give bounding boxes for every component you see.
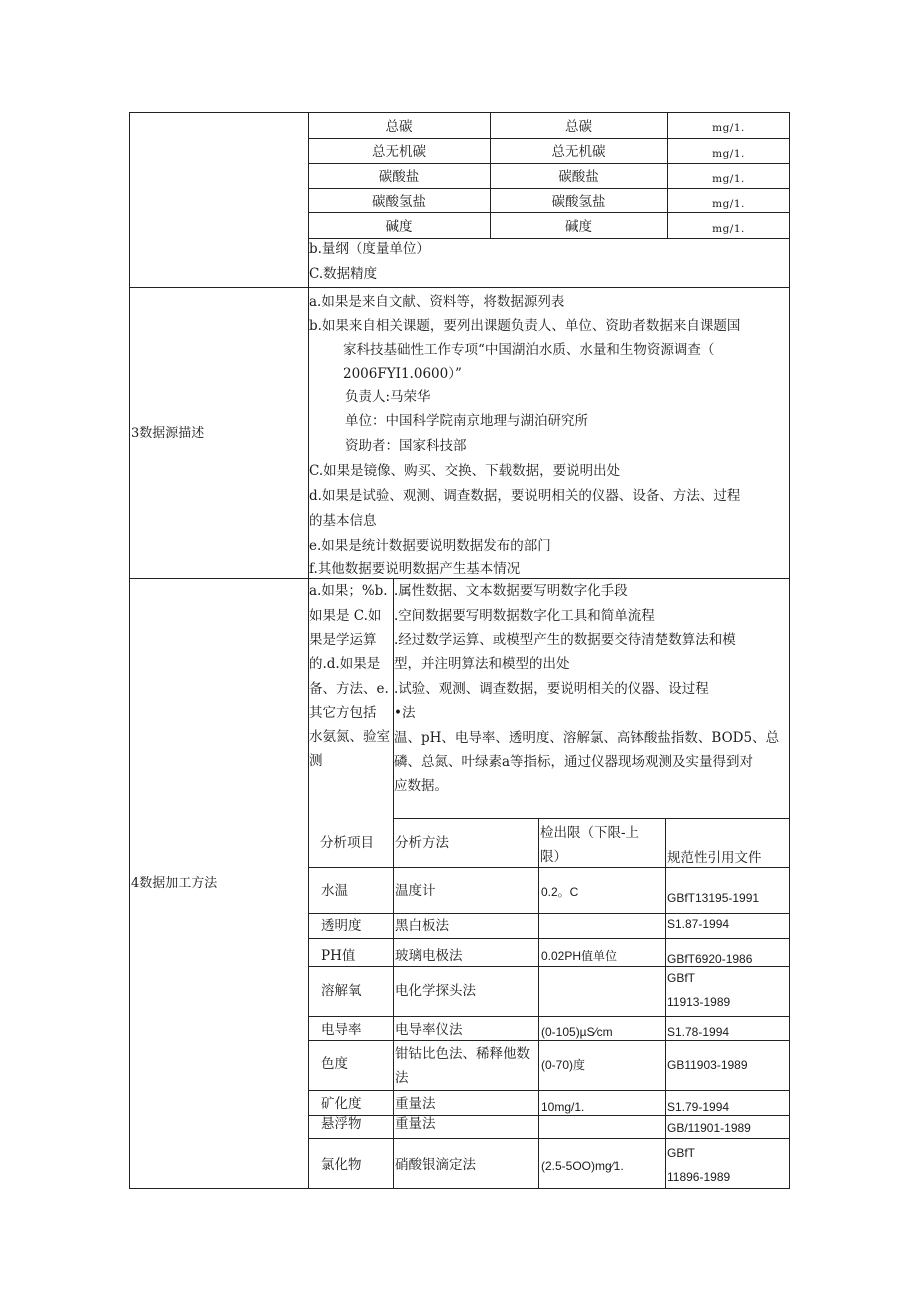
analysis-standard: S1.78-1994 [667, 1025, 730, 1039]
carbon-item: 总无机碳 [372, 144, 426, 160]
section-separator [129, 287, 790, 288]
analysis-row-line [308, 913, 790, 914]
analysis-col-line [665, 818, 666, 1189]
analysis-method: 电导率仪法 [395, 1022, 463, 1038]
section4-right-line: 磷、总氮、叶绿素a等指标，通过仪器现场观测及实量得到对 [394, 754, 754, 770]
analysis-item: 矿化度 [321, 1096, 362, 1112]
section4-left-line: 测 [309, 753, 323, 769]
analysis-method: 黑白板法 [395, 918, 449, 934]
analysis-standard: GB/11901-1989 [667, 1121, 751, 1135]
section3-line: 单位：中国科学院南京地理与湖泊研究所 [345, 413, 588, 429]
analysis-row-line [308, 1016, 790, 1017]
section4-left-line: 备、方法、e. [309, 681, 389, 697]
analysis-row-line [308, 1115, 790, 1116]
analysis-standard: GB11903-1989 [667, 1058, 748, 1072]
section3-line: 2006FYI1.0600）” [343, 366, 462, 382]
section4-right-line: 温、pH、电导率、透明度、溶解氯、高钵酸盐指数、BOD5、总 [394, 730, 780, 746]
section3-line: e.如果是统计数据要说明数据发布的部门 [309, 538, 551, 554]
carbon-item: 碳酸盐 [378, 169, 420, 185]
section3-line: 资助者：国家科技部 [345, 438, 467, 454]
analysis-item: 电导率 [321, 1022, 362, 1038]
section4-right-line: 型，并注明算法和模型的出处 [394, 656, 570, 672]
analysis-limit: (2.5-5OO)mg⁄1. [541, 1159, 624, 1173]
analysis-header-limit: 检出限（下限-上 [540, 825, 640, 841]
analysis-item: 溶解氧 [321, 983, 362, 999]
section4-right-line: .经过数学运算、或模型产生的数据要交待清楚数算法和模 [394, 632, 736, 648]
carbon-row-line [308, 212, 790, 213]
section-separator [129, 578, 790, 579]
section3-line: f.其他数据要说明数据产生基本情况 [309, 561, 521, 577]
analysis-method: 重量法 [395, 1116, 436, 1132]
section3-line: a.如果是来自文献、资料等，将数据源列表 [309, 294, 565, 310]
section4-left-line: 的.d.如果是 [309, 656, 381, 672]
section4-right-line: .空间数据要写明数据数字化工具和简单流程 [394, 608, 655, 624]
analysis-row-line [308, 1040, 790, 1041]
carbon-unit: mg/1. [712, 173, 745, 185]
section4-left-line: 如果是 C.如 [309, 608, 382, 624]
analysis-item: 透明度 [321, 918, 362, 934]
section3-label: 3数据源描述 [131, 426, 205, 441]
carbon-unit: mg/1. [712, 198, 745, 210]
analysis-header-standard: 规范性引用文件 [667, 850, 762, 866]
analysis-header-item: 分析项目 [320, 835, 374, 851]
analysis-method: 电化学探头法 [395, 983, 476, 999]
analysis-standard: GBfT [667, 1146, 696, 1160]
section3-line: C.如果是镜像、购买、交换、下载数据，要说明出处 [309, 463, 621, 479]
section4-left-line: 其它方包括 [309, 705, 377, 721]
analysis-top-line [393, 818, 790, 819]
analysis-method: 温度计 [395, 883, 436, 899]
analysis-method: 钳钴比色法、稀释他数 [395, 1046, 530, 1062]
analysis-col-line [393, 818, 394, 1189]
analysis-standard: S1.87-1994 [667, 917, 730, 931]
section4-left-line: 果是学运算 [309, 632, 377, 648]
analysis-limit: 0.02PH值单位 [541, 949, 618, 963]
analysis-item: PH值 [321, 948, 356, 964]
section3-line: 的基本信息 [309, 513, 377, 529]
carbon-unit: mg/1. [712, 223, 745, 235]
analysis-item: 氯化物 [321, 1157, 362, 1173]
carbon-row-line [308, 163, 790, 164]
carbon-item: 碳酸氢盐 [372, 194, 426, 210]
analysis-item: 悬浮物 [321, 1116, 362, 1132]
analysis-standard: GBfT13195-1991 [667, 891, 760, 905]
carbon-row-line [308, 188, 790, 189]
section3-line: b.如果来自相关课题，要列出课题负责人、单位、资助者数据来自课题国 [309, 318, 741, 334]
analysis-item: 色度 [321, 1056, 348, 1072]
carbon-row-line [308, 238, 790, 239]
carbon-unit: mg/1. [712, 148, 745, 160]
section4-label: 4数据加工方法 [131, 876, 218, 891]
analysis-row-line [308, 1090, 790, 1091]
analysis-standard: S1.79-1994 [667, 1100, 730, 1114]
section4-right-line: •法 [394, 705, 416, 721]
carbon-name: 总碳 [565, 119, 592, 135]
carbon-name: 碱度 [565, 219, 592, 235]
analysis-standard: 11896-1989 [667, 1170, 731, 1184]
note-dimension: b.量纲（度量单位） [309, 241, 430, 257]
analysis-method: 硝酸银滴定法 [395, 1157, 476, 1173]
section4-right-line: 应数据。 [394, 778, 448, 794]
analysis-method: 玻璃电极法 [395, 948, 463, 964]
analysis-row-line [308, 867, 790, 868]
carbon-name: 碳酸盐 [558, 169, 599, 185]
section4-right-line: .试验、观测、调查数据，要说明相关的仪器、设过程 [394, 681, 709, 697]
section3-line: 负责人:马荣华 [345, 389, 431, 405]
note-precision: C.数据精度 [309, 266, 378, 282]
section3-line: d.如果是试验、观测、调查数据，要说明相关的仪器、设备、方法、过程 [309, 488, 741, 504]
analysis-header-method: 分析方法 [395, 835, 449, 851]
analysis-header-limit: 限） [540, 849, 567, 865]
carbon-unit: mg/1. [712, 122, 745, 134]
analysis-method: 重量法 [395, 1096, 436, 1112]
analysis-row-line [308, 1138, 790, 1139]
section4-left-line: a.如果；%b. [309, 583, 388, 599]
analysis-limit: (0-70)度 [541, 1058, 586, 1072]
analysis-item: 水温 [321, 883, 348, 899]
section4-right-line: .属性数据、文本数据要写明数字化手段 [394, 583, 628, 599]
section3-line: 家科技基础性工作专项“中国湖泊水质、水量和生物资源调查（ [343, 342, 715, 358]
analysis-standard: GBfT [667, 971, 696, 985]
analysis-limit: (0-105)µS⁄cm [541, 1025, 613, 1039]
analysis-limit: 0.2。C [541, 885, 579, 899]
analysis-col-line [538, 818, 539, 1189]
analysis-standard: 11913-1989 [667, 995, 731, 1009]
analysis-row-line [308, 938, 790, 939]
carbon-row-line [308, 138, 790, 139]
carbon-name: 总无机碳 [551, 144, 606, 160]
carbon-item: 总碳 [385, 119, 413, 135]
analysis-limit: 10mg/1. [541, 1100, 585, 1114]
analysis-method: 法 [395, 1070, 409, 1086]
carbon-item: 碱度 [385, 219, 413, 235]
analysis-standard: GBfT6920-1986 [667, 952, 753, 966]
section4-left-line: 水氨氮、验室 [309, 729, 390, 745]
carbon-name: 碳酸氢盐 [551, 194, 606, 210]
